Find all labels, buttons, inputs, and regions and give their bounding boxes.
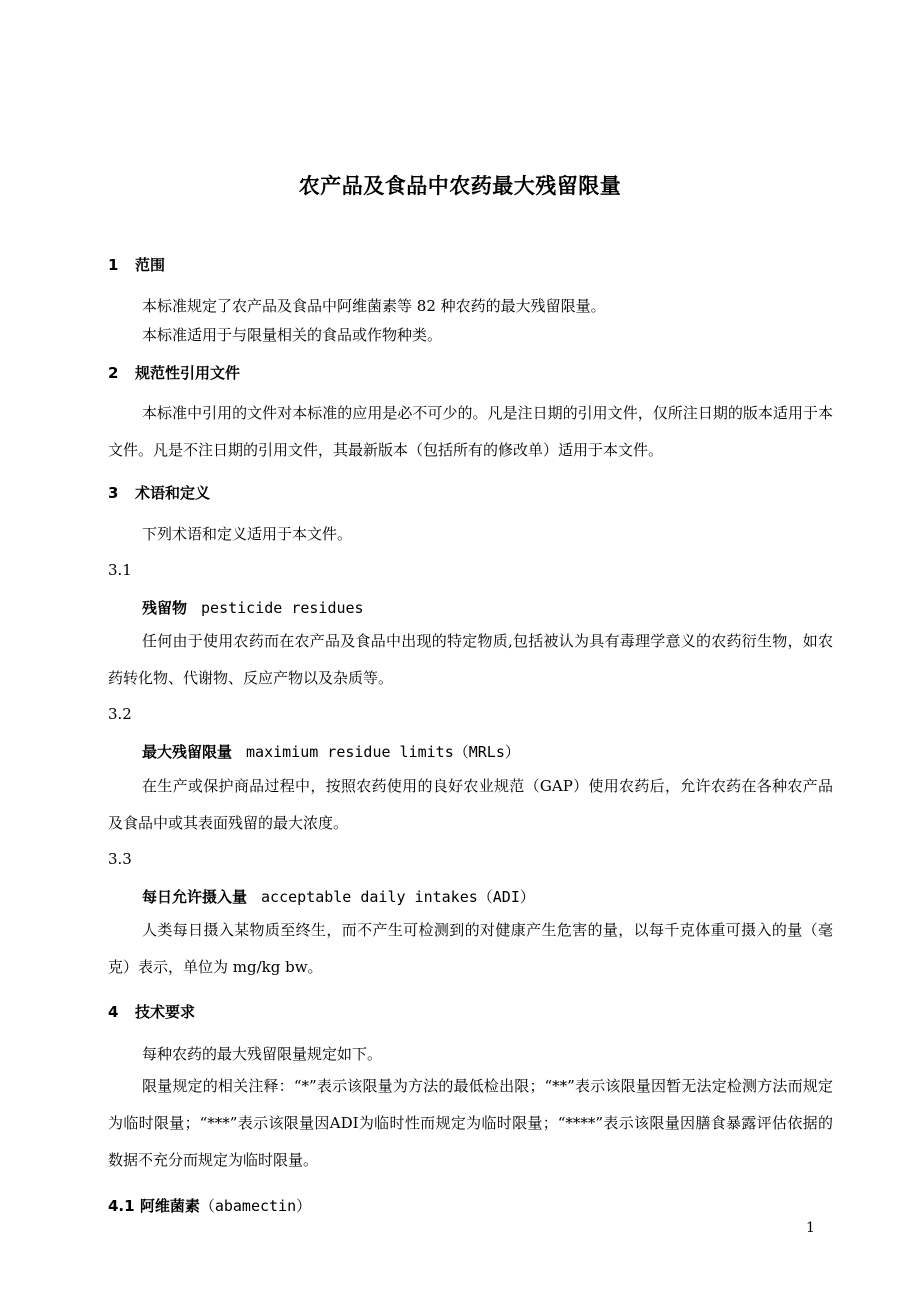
page-title: 农产品及食品中农药最大残留限量 — [298, 174, 622, 198]
limits-annotation-paragraph: 限量规定的相关注释：“*”表示该限量为方法的最低检出限；“**”表示该限量因暂无法定检测方法而规定为临时限量；“***”表示该限量因ADI为临时性而规定为临时限量；“****”表示该限量因膳食暴露评估依据的数据不充分而规定为临时限量。 — [108, 1077, 833, 1169]
section-number: 4 — [108, 1003, 119, 1021]
subsection-title-zh: 阿维菌素 — [139, 1197, 200, 1215]
term-zh: 每日允许摄入量 — [142, 888, 248, 906]
section-4-heading — [108, 1001, 195, 1022]
subsection-title-en: （abamectin） — [199, 1197, 312, 1215]
subsection-number: 4.1 — [108, 1197, 135, 1215]
term-3-2 — [142, 741, 520, 762]
clause-3-2-number: 3.2 — [108, 705, 132, 723]
scope-line-1: 本标准规定了农产品及食品中阿维菌素等 82 种农药的最大残留限量。 — [142, 297, 606, 315]
terms-intro: 下列术语和定义适用于本文件。 — [142, 525, 353, 543]
requirements-intro: 每种农药的最大残留限量规定如下。 — [142, 1045, 383, 1063]
term-3-2-definition: 在生产或保护商品过程中，按照农药使用的良好农业规范（GAP）使用农药后，允许农药在各种农产品及食品中或其表面残留的最大浓度。 — [108, 777, 833, 832]
section-number: 1 — [108, 256, 119, 274]
term-3-3 — [142, 886, 535, 907]
term-zh: 最大残留限量 — [142, 743, 233, 761]
section-3-heading — [108, 482, 210, 503]
section-title: 技术要求 — [135, 1003, 196, 1021]
term-en: pesticide residues — [201, 599, 364, 617]
section-title: 规范性引用文件 — [135, 364, 241, 382]
scope-line-2: 本标准适用于与限量相关的食品或作物种类。 — [142, 326, 443, 344]
page-number: 1 — [806, 1220, 815, 1236]
normative-references-paragraph: 本标准中引用的文件对本标准的应用是必不可少的。凡是注日期的引用文件，仅所注日期的版本适用于本文件。凡是不注日期的引用文件，其最新版本（包括所有的修改单）适用于本文件。 — [108, 404, 833, 459]
term-zh: 残留物 — [142, 599, 188, 617]
section-number: 2 — [108, 364, 119, 382]
subsection-4-1-heading — [108, 1195, 311, 1216]
section-title: 范围 — [135, 256, 166, 274]
clause-3-1-number: 3.1 — [108, 561, 132, 579]
term-3-1-definition: 任何由于使用农药而在农产品及食品中出现的特定物质,包括被认为具有毒理学意义的农药衍生物，如农药转化物、代谢物、反应产物以及杂质等。 — [108, 632, 833, 687]
term-3-1 — [142, 597, 364, 618]
section-2-heading — [108, 362, 240, 383]
term-en: maximium residue limits（MRLs） — [246, 743, 520, 761]
section-title: 术语和定义 — [135, 484, 211, 502]
section-number: 3 — [108, 484, 119, 502]
term-en: acceptable daily intakes（ADI） — [261, 888, 535, 906]
section-1-heading — [108, 254, 165, 275]
clause-3-3-number: 3.3 — [108, 850, 132, 868]
term-3-3-definition: 人类每日摄入某物质至终生，而不产生可检测到的对健康产生危害的量，以每千克体重可摄入的量（毫克）表示，单位为 mg/kg bw。 — [108, 921, 833, 976]
